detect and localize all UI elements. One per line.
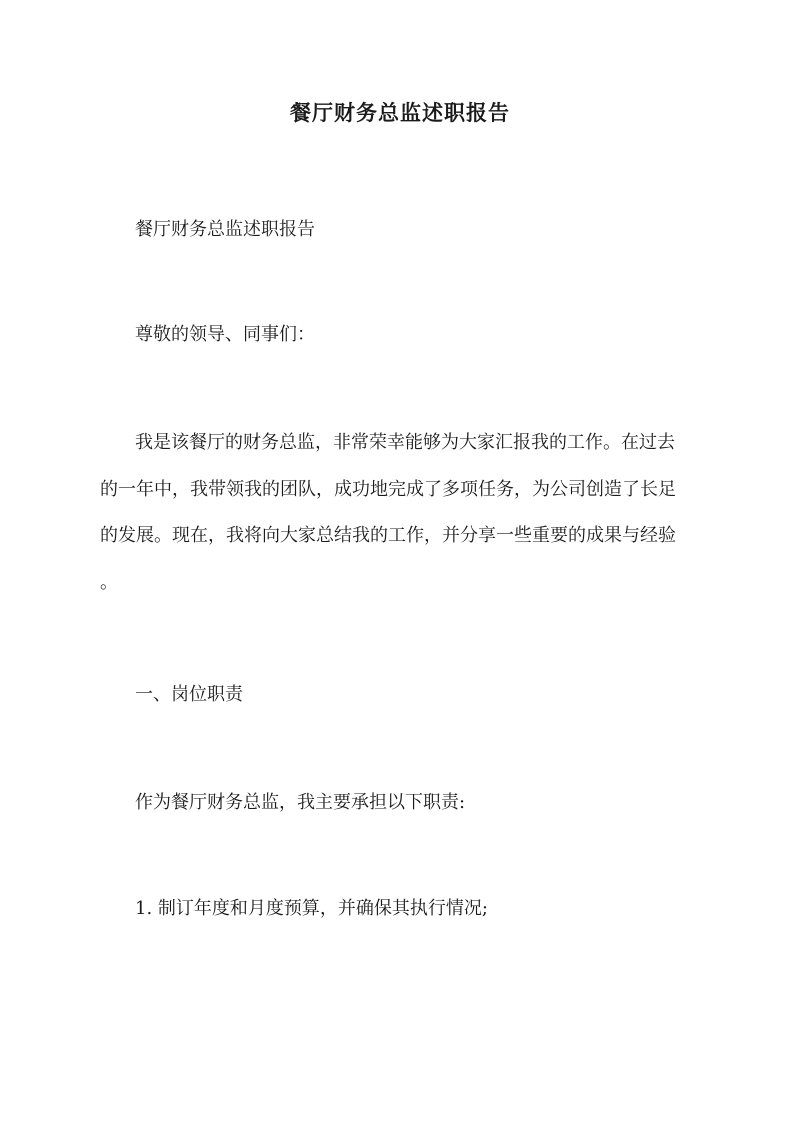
intro-line: 的发展。现在，我将向大家总结我的工作，并分享一些重要的成果与经验 [100, 525, 676, 546]
section-heading: 一、岗位职责 [135, 684, 243, 705]
intro-paragraph [100, 420, 700, 606]
salutation: 尊敬的领导、同事们： [135, 324, 315, 345]
duty-item: 1. 制订年度和月度预算，并确保其执行情况; [135, 898, 488, 919]
section-intro: 作为餐厅财务总监，我主要承担以下职责: [135, 792, 466, 813]
intro-line: 。 [100, 571, 118, 593]
intro-line: 我是该餐厅的财务总监，非常荣幸能够为大家汇报我的工作。在过去 [135, 432, 675, 453]
document-title: 餐厅财务总监述职报告 [290, 100, 510, 125]
document-subtitle: 餐厅财务总监述职报告 [135, 219, 315, 240]
intro-line: 的一年中，我带领我的团队，成功地完成了多项任务，为公司创造了长足 [100, 478, 676, 500]
